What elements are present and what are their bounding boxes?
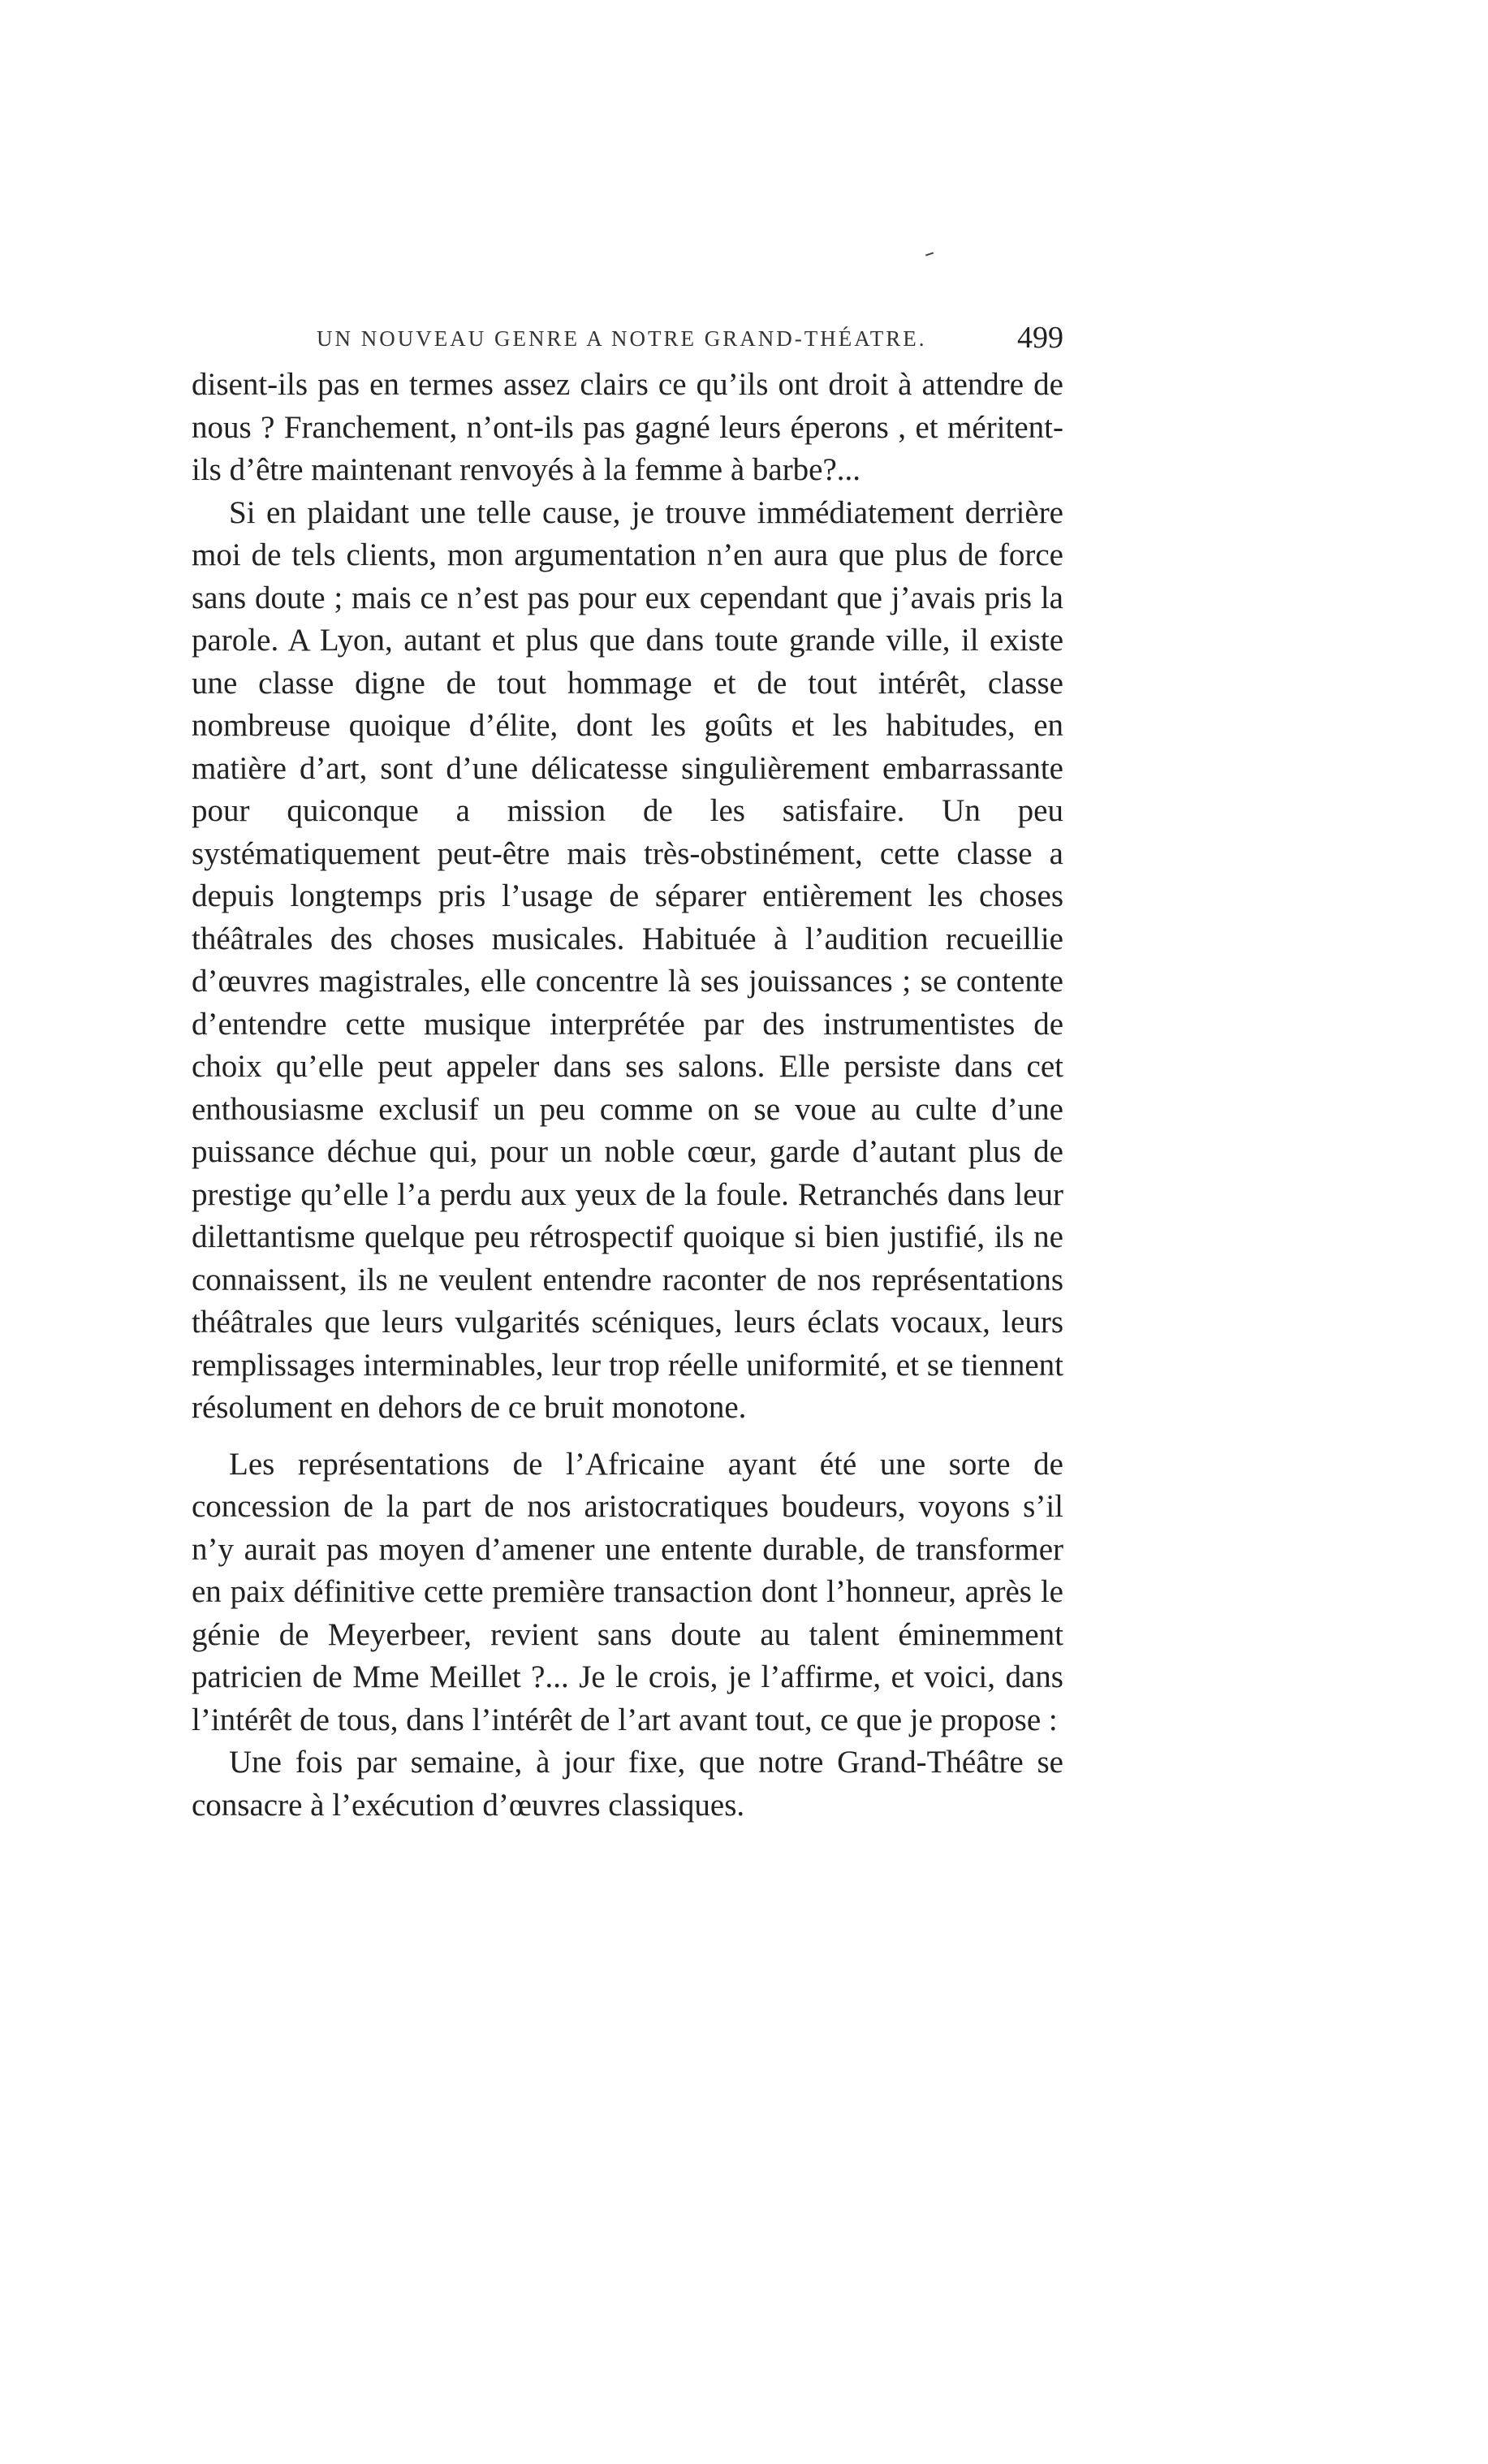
ink-speck: [925, 252, 934, 257]
paragraph-classe-dilettante: Si en plaidant une telle cause, je trouve immédiatement derrière moi de tels clients, mon argumentation n’en aura que plus de force sans doute ; mais ce n’est pas pour eux cependant que j’avais pris la parole. A Lyon, autant et plus que dans toute grande ville, il existe une classe digne de tout hommage et de tout intérêt, classe nombreuse quoique d’élite, dont les goûts et les habitudes, en matière d’art, sont d’une délicatesse singulièrement embarrassante pour quiconque a mission de les satisfaire. Un peu systématiquement peut-être mais très-obstinément, cette classe a depuis longtemps pris l’usage de séparer entièrement les choses théâtrales des choses musicales. Habituée à l’audition recueillie d’œuvres magistrales, elle concentre là ses jouissances ; se contente d’entendre cette musique interprétée par des instrumentistes de choix qu’elle peut appeler dans ses salons. Elle persiste dans cet enthousiasme exclusif un peu comme on se voue au culte d’une puissance déchue qui, pour un noble cœur, garde d’autant plus de prestige qu’elle l’a perdu aux yeux de la foule. Retranchés dans leur dilettantisme quelque peu rétrospectif quoique si bien justifié, ils ne connaissent, ils ne veulent entendre raconter de nos représentations théâtrales que leurs vulgarités scéniques, leurs éclats vocaux, leurs remplissages interminables, leur trop réelle uniformité, et se tiennent résolument en dehors de ce bruit monotone.: [192, 494, 1063, 1425]
paragraph-africaine: Les représentations de l’Africaine ayant été une sorte de concession de la part de nos aristocratiques boudeurs, voyons s’il n’y aurait pas moyen d’amener une entente durable, de transformer en paix définitive cette première transaction dont l’honneur, après le génie de Meyerbeer, revient sans doute au talent éminemment patricien de Mme Meillet ?... Je le crois, je l’affirme, et voici, dans l’intérêt de tous, dans l’intérêt de l’art avant tout, ce que je propose :: [192, 1446, 1063, 1737]
page-header: [317, 320, 1063, 362]
paragraph-continuation: disent-ils pas en termes assez clairs ce qu’ils ont droit à attendre de nous ? Franchement, n’ont-ils pas gagné leurs éperons , et méritent-ils d’être maintenant renvoyés à la femme à barbe?...: [192, 367, 1063, 487]
page-number: 499: [1017, 321, 1063, 355]
body-text: [192, 364, 1063, 1827]
paragraph-proposition: Une fois par semaine, à jour fixe, que notre Grand-Théâtre se consacre à l’exécution d’œuvres classiques.: [192, 1745, 1063, 1823]
running-title: UN NOUVEAU GENRE A NOTRE GRAND-THÉATRE.: [317, 326, 927, 351]
